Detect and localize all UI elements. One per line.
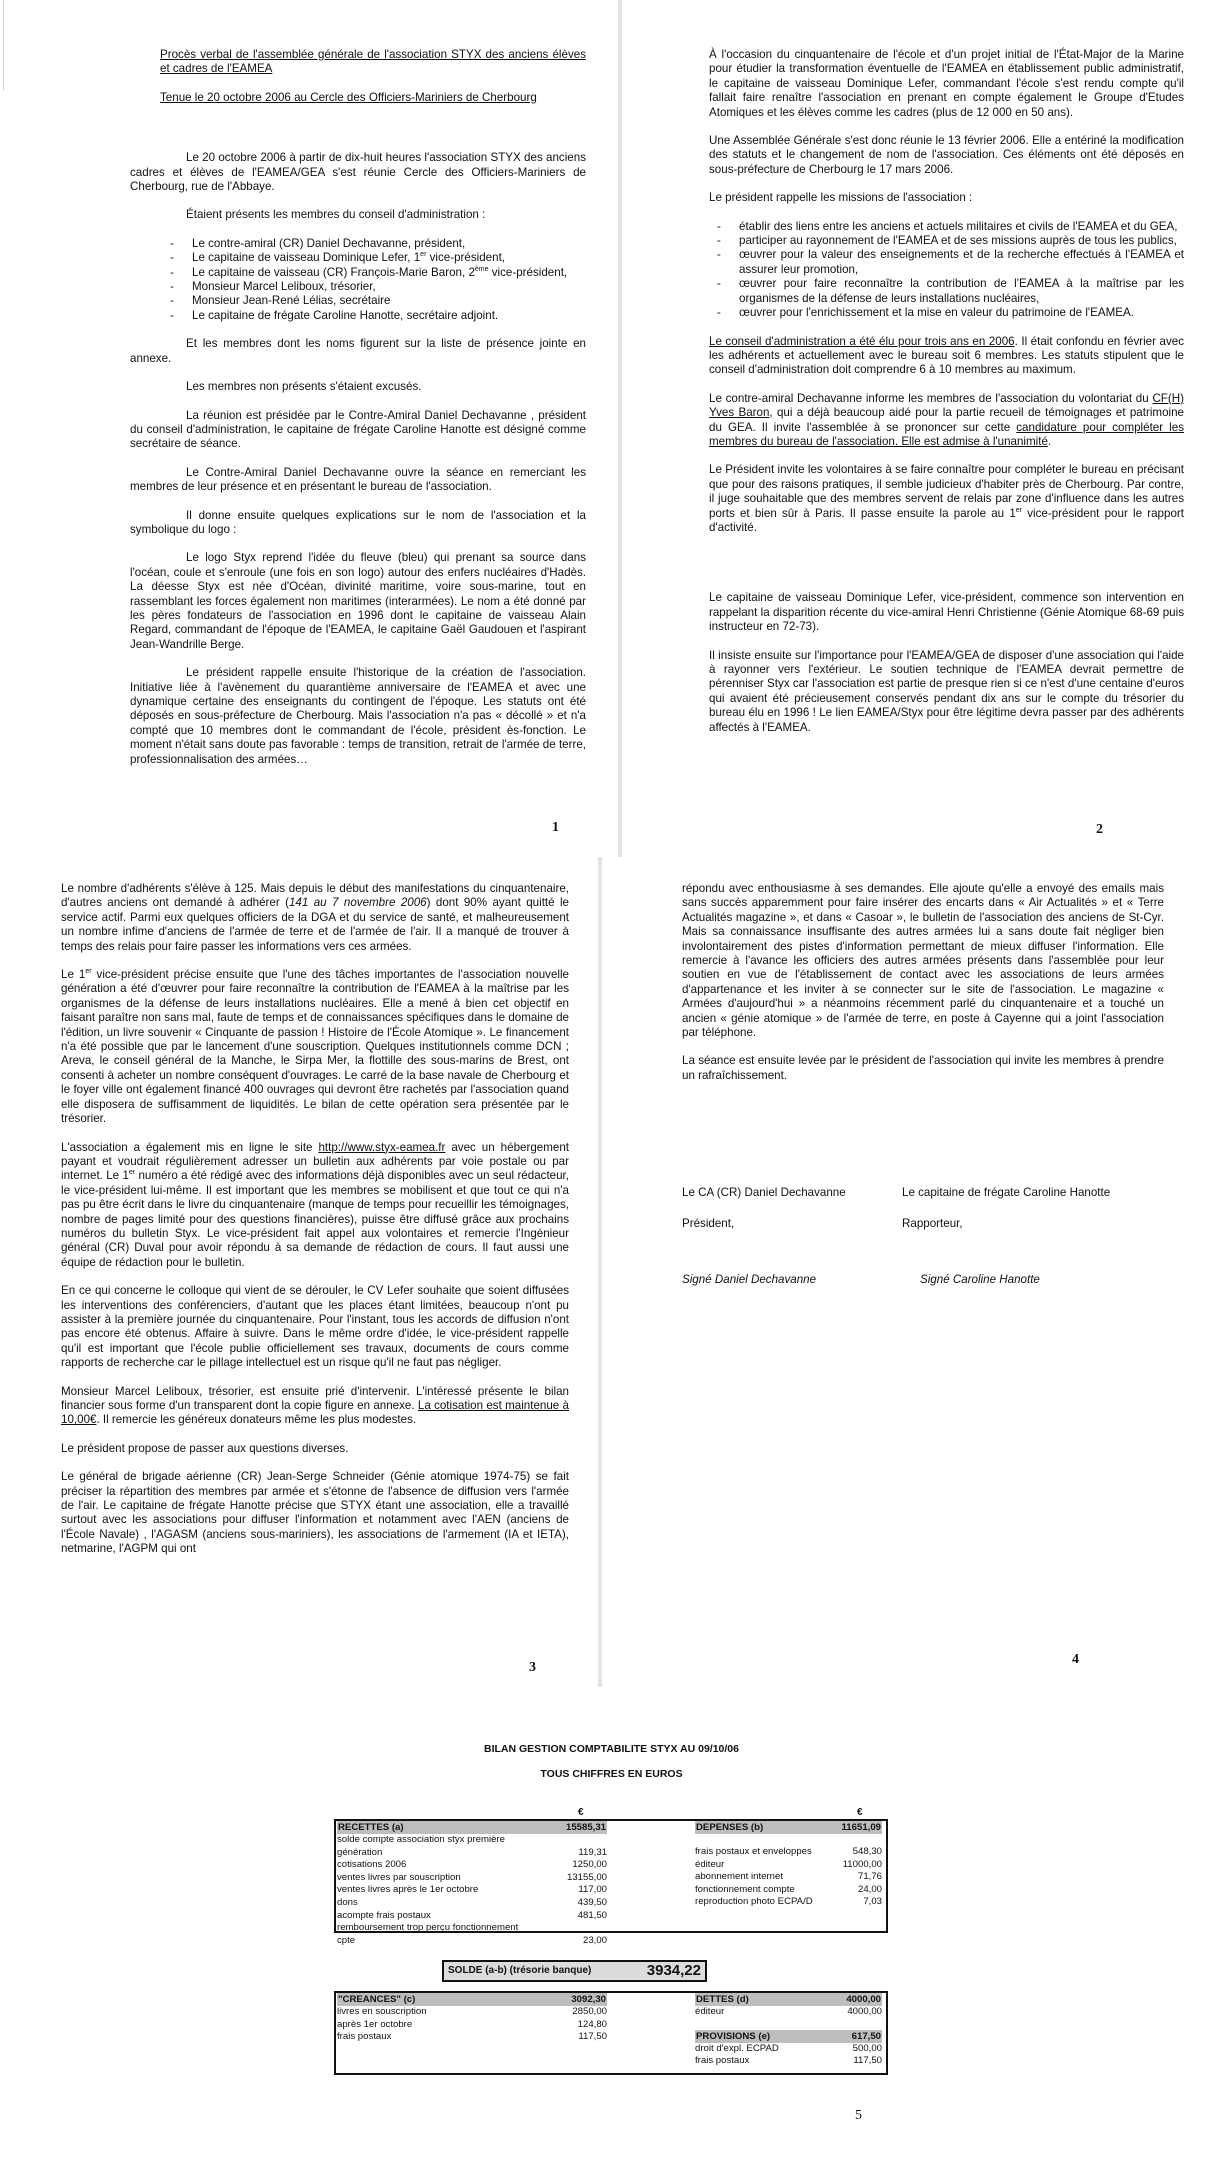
paragraph: Il donne ensuite quelques explications sur le nom de l'association et la symbolique du logo : bbox=[130, 508, 586, 536]
table-row bbox=[337, 1935, 607, 1948]
underlined-text: CF(H) Yves Baron bbox=[709, 391, 1184, 420]
paragraph: Une Assemblée Générale s'est donc réunie le 13 février 2006. Elle a entériné la modification des statuts et le changement de nom de l'association. Ces éléments ont été déposés en sous-préfecture de Cherbourg le 17 mars 2006. bbox=[709, 134, 1184, 176]
list-item: - œuvrer pour l'enrichissement et la mise en valeur du patrimoine de l'EAMEA. bbox=[717, 306, 1184, 320]
page-number: 5 bbox=[855, 2108, 862, 2123]
row-label: éditeur bbox=[695, 1858, 725, 1870]
row-value: 71,76 bbox=[857, 1871, 882, 1883]
list-item: - Monsieur Jean-René Lélias, secrétaire bbox=[170, 294, 586, 308]
header-total: 15585,31 bbox=[565, 1822, 606, 1833]
text: Le contre-amiral Dechavanne informe les membres de l'association du volontariat du bbox=[709, 391, 1153, 405]
row-label: génération bbox=[337, 1846, 383, 1858]
list-item: - participer au rayonnement de l'EAMEA et de ses missions auprès de tous les publics, bbox=[717, 234, 1184, 248]
row-value: 1250,00 bbox=[572, 1859, 607, 1871]
dettes-rows bbox=[695, 2006, 882, 2019]
header-total: 11651,09 bbox=[841, 1822, 881, 1833]
text: Monsieur Marcel Leliboux, trésorier, est ensuite prié d'intervenir. L'intéressé présente le bilan financier sous forme d'un transparent dont la copie figure en annexe. bbox=[61, 1384, 569, 1412]
paragraph bbox=[61, 1385, 569, 1428]
text: avec un hébergement payant et voudrait régulièrement adresser un bulletin aux adhérents par voie postale ou par internet. Le 1 bbox=[61, 1140, 569, 1183]
page-3 bbox=[61, 882, 569, 1571]
header-total: 617,50 bbox=[851, 2030, 881, 2042]
list-item: - Monsieur Marcel Leliboux, trésorier, bbox=[170, 280, 586, 294]
provisions-rows bbox=[695, 2043, 882, 2068]
row-label: fonctionnement compte bbox=[695, 1883, 795, 1895]
list-item: - établir des liens entre les anciens et actuels militaires et civils de l'EAMEA et du GEA, bbox=[717, 220, 1184, 234]
row-label: frais postaux et enveloppes bbox=[695, 1846, 812, 1857]
signature-left-name: Le CA (CR) Daniel Dechavanne bbox=[682, 1186, 846, 1199]
row-label: solde compte association styx première bbox=[337, 1834, 505, 1845]
row-value: 117,00 bbox=[578, 1884, 607, 1896]
row-value: 117,50 bbox=[578, 2031, 607, 2043]
superscript: er bbox=[85, 968, 92, 976]
creances-header bbox=[337, 1993, 607, 2006]
table-row bbox=[337, 2031, 607, 2044]
text: . bbox=[1047, 434, 1052, 448]
paragraph bbox=[709, 335, 1184, 378]
row-value: 24,00 bbox=[857, 1883, 882, 1895]
text: vice-président pour le rapport d'activité. bbox=[709, 506, 1184, 534]
bilan-title: BILAN GESTION COMPTABILITE STYX AU 09/10/06 bbox=[484, 1743, 739, 1755]
paragraph: Étaient présents les membres du conseil d'administration : bbox=[186, 208, 486, 222]
table-row bbox=[337, 1897, 607, 1910]
text: Le nombre d'adhérents s'élève à 125. Mais depuis le début des manifestations du cinquantenaire, d'autres anciens ont demandé à adhérer ( bbox=[61, 882, 569, 910]
table-row bbox=[695, 1884, 882, 1897]
members-list bbox=[130, 237, 586, 323]
text: Le 1 bbox=[61, 968, 86, 982]
table-row bbox=[337, 2006, 607, 2019]
row-value: 117,50 bbox=[853, 2055, 882, 2067]
page-edge bbox=[3, 0, 4, 90]
table-row bbox=[337, 1922, 607, 1935]
row-label: abonnement internet bbox=[695, 1871, 784, 1883]
dettes-header bbox=[695, 1993, 882, 2006]
row-label: reproduction photo ECPA/D bbox=[695, 1896, 813, 1908]
row-label: cpte bbox=[337, 1934, 356, 1946]
list-item: - Le contre-amiral (CR) Daniel Dechavanne, président, bbox=[170, 237, 586, 251]
text: vice-président précise ensuite que l'une des tâches importantes de l'association nouvelle génération a été d'œuvrer pour faire reconnaître la contribution de l'EAMEA à la maîtrise par les organismes de la défense de leurs installations nucléaires. Elle a mené à bien cet objectif en faisant paraître non sans mal, faute de temps et de connaissances spécifiques dans le domaine de l'édition, un livre souvenir « Cinquante de passion ! Histoire de l'École Atomique ». Le financement n'a été possible que par le lancement d'une souscription. Quelques institutionnels comme DCN ; Areva, le conseil général de la Manche, le Sirpa Mer, la flottille des sous-marins de Brest, ont consenti à acheter un nombre conséquent d'ouvrages. Le carré de la base navale de Cherbourg et le foyer ville ont également financé 400 ouvrages qui devront être rachetés par l'association quand elle disposera de suffisamment de liquidités. Le bilan de cette opération sera présentée par le trésorier. bbox=[61, 968, 569, 1126]
header-label: RECETTES (a) bbox=[338, 1822, 404, 1833]
recettes-section bbox=[337, 1821, 607, 1947]
row-label: cotisations 2006 bbox=[337, 1859, 407, 1871]
text: L'association a également mis en ligne le site bbox=[61, 1140, 319, 1154]
recettes-rows bbox=[337, 1834, 607, 1947]
text: , qui a déjà beaucoup aidé pour la partie recueil de témoignages et patrimoine du GEA. Il invite l'assemblée à se prononcer sur cette bbox=[709, 406, 1184, 434]
row-value: 11000,00 bbox=[842, 1858, 882, 1870]
text: numéro a été rédigé avec des informations déjà disponibles avec un seul rédacteur, le vice-président lui-même. Il est important que les membres se mobilisent et que tout ce qui n'a pas pu être écrit dans le livre du cinquantenaire (manque de temps pour recueillir les témoignages, nombre de pages limité pour des questions financières), puisse être diffusé grâce aux prochains numéros du bulletin Styx. Le vice-président fait appel aux volontaires et remercie l'Ingénieur général (CR) Duval pour avoir répondu à sa demande de rédaction de cours. Il faut aussi une équipe de rédaction pour le bulletin. bbox=[61, 1169, 569, 1269]
header-total: 3092,30 bbox=[571, 1994, 606, 2005]
header-label: PROVISIONS (e) bbox=[696, 2030, 771, 2042]
row-value: 2850,00 bbox=[572, 2006, 607, 2017]
underlined-text: candidature pour compléter les membres du bureau de l'association. Elle est admise à l'unanimité bbox=[709, 420, 1185, 448]
row-label: dons bbox=[337, 1896, 358, 1908]
page-divider bbox=[618, 0, 622, 857]
row-value: 481,50 bbox=[577, 1909, 607, 1921]
page-4 bbox=[682, 882, 1164, 1097]
row-label: frais postaux bbox=[337, 2031, 392, 2043]
table-row bbox=[695, 1871, 882, 1884]
list-item: - Le capitaine de frégate Caroline Hanotte, secrétaire adjoint. bbox=[170, 309, 586, 323]
missions-list bbox=[709, 220, 1184, 321]
header-label: DEPENSES (b) bbox=[696, 1822, 764, 1833]
underlined-text: Le conseil d'administration a été élu pour trois ans en 2006 bbox=[709, 334, 1015, 348]
underlined-text: La cotisation est maintenue à 10,00€ bbox=[61, 1399, 569, 1427]
text: Le Président invite les volontaires à se faire connaître pour compléter le bureau en précisant que pour des raisons pratiques, il semble judicieux d'habiter près de Cherbourg. Par contre, il juge souhaitable que des membres servent de relais par zone d'influence dans les autres ports et bien sûr à Paris. Il passe ensuite la parole au 1 bbox=[709, 463, 1184, 520]
table-row bbox=[337, 1847, 607, 1860]
row-label: ventes livres par souscription bbox=[337, 1871, 461, 1883]
row-label: acompte frais postaux bbox=[337, 1909, 431, 1921]
depenses-section bbox=[695, 1821, 882, 1909]
paragraph: À l'occasion du cinquantenaire de l'école et d'un projet initial de l'État-Major de la Marine pour étudier la transformation éventuelle de l'EAMEA en établissement public administratif, le capitaine de vaisseau Dominique Lefer, commandant l'école s'est rendu compte qu'il fallait faire renaître l'association en prenant en compte également le Groupe d'Etudes Atomiques et les élèves comme les cadres (plus de 12 000 en 50 ans). bbox=[709, 48, 1184, 119]
bilan-subtitle: TOUS CHIFFRES EN EUROS bbox=[540, 1768, 683, 1780]
solde-box bbox=[442, 1960, 707, 1982]
header-total: 4000,00 bbox=[846, 1994, 881, 2005]
paragraph bbox=[61, 968, 569, 1126]
page-number: 2 bbox=[1096, 822, 1103, 837]
paragraph: Le président propose de passer aux questions diverses. bbox=[61, 1441, 349, 1455]
website-link[interactable]: http://www.styx-eamea.fr bbox=[318, 1140, 446, 1154]
paragraph bbox=[61, 1141, 569, 1271]
paragraph: Il insiste ensuite sur l'importance pour l'EAMEA/GEA de disposer d'une association qui l'aide à rayonner vers l'extérieur. Le soutien technique de l'EAMEA devrait permettre de pérenniser Styx car l'association est partie de presque rien si ce n'est d'une centaine d'euros qui avaient été précieusement conservés pendant dix ans sur le compte du trésorier du bureau élu en 1996 ! Le lien EAMEA/Styx pour être légitime devra passer par des adhérents affectés à l'EAMEA. bbox=[709, 648, 1184, 734]
document-title: Procès verbal de l'assemblée générale de l'association STYX des anciens élèves et cadres de l'EAMEA bbox=[160, 48, 586, 76]
list-item: - œuvrer pour la valeur des enseignements et de la recherche effectués à l'EAMEA et assurer leur promotion, bbox=[717, 248, 1184, 277]
header-label: DETTES (d) bbox=[696, 1994, 749, 2005]
currency-symbol: € bbox=[857, 1807, 863, 1818]
row-value: 439,50 bbox=[577, 1896, 607, 1908]
paragraph: répondu avec enthousiasme à ses demandes. Elle ajoute qu'elle a envoyé des emails mais sans succès apparemment pour faire insérer des encarts dans « Air Actualités » et « Terre Actualités magazine », et dans « Casoar », le bulletin de l'association des anciens de St-Cyr. Mais sa connaissance insuffisante des autres armées lui a sans doute fait négliger bien involontairement des pistes d'information permettant de mieux diffuser l'information. Elle remercie à l'avance les officiers des autres armées présents dans l'assemblée pour leur soutien en vue de l'établissement de contact avec les associations de leurs armées d'appartenance et les inviter à se connecter sur le site de l'association. Le magazine « Armées d'aujourd'hui » a néanmoins récemment parlé du cinquantenaire et a touché un ancien « génie atomique » de l'armée de terre, en poste à Cayenne qui a joint l'association par téléphone. bbox=[682, 882, 1164, 1040]
text: . Il était confondu en février avec les adhérents et actuellement avec le bureau soit 6 membres. Les statuts stipulent que le conseil d'administration doit comprendre 6 à 10 membres au maximum. bbox=[709, 334, 1184, 377]
table-row bbox=[695, 1896, 882, 1909]
superscript: er bbox=[128, 1169, 136, 1177]
table-row bbox=[695, 1859, 882, 1872]
row-label: après 1er octobre bbox=[337, 2018, 413, 2030]
page-number: 3 bbox=[529, 1660, 536, 1675]
paragraph: Le capitaine de vaisseau Dominique Lefer, vice-président, commence son intervention en rappelant la disparition récente du vice-amiral Henri Christienne (Génie Atomique 68-69 puis instructeur en 72-73). bbox=[709, 591, 1184, 634]
text: ) dont 90% ayant quitté le service actif. Parmi eux quelques officiers de la DGA et du service de santé, et malheureusement un nombre infime d'anciens de l'armée de terre et de l'armée de l'air. Il a manqué de trouver à temps des relais pour faire passer les informations vers ces armées. bbox=[61, 896, 570, 953]
row-label: ventes livres après le 1er octobre bbox=[337, 1884, 479, 1896]
table-row bbox=[337, 1884, 607, 1897]
paragraph: Le logo Styx reprend l'idée du fleuve (bleu) qui prenant sa source dans l'océan, coule et s'enroule (une fois en son logo) autour des enfers nucléaires d'Hadès. La déesse Styx est née d'Océan, divinité maritime, voire sous-marine, tout en rassemblant les forces également non maritimes (interarmées). Le nom a été donné par les pères fondateurs de l'association en 1996 dont le capitaine de vaisseau Alain Regard, commandant de l'époque de l'EAMEA, le capitaine Gaël Gaudouen et l'aspirant Jean-Wandrille Berge. bbox=[130, 551, 586, 651]
list-item: - œuvrer pour faire reconnaître la contribution de l'EAMEA à la maîtrise par les organismes de la défense de leurs installations nucléaires, bbox=[717, 277, 1184, 306]
provisions-header bbox=[695, 2030, 882, 2043]
row-value: 500,00 bbox=[852, 2042, 882, 2054]
row-label: éditeur bbox=[695, 2006, 725, 2017]
row-label: droit d'expl. ECPAD bbox=[695, 2042, 779, 2054]
row-label: remboursement trop perçu fonctionnement bbox=[337, 1922, 519, 1934]
signature-right-name: Le capitaine de frégate Caroline Hanotte bbox=[902, 1186, 1111, 1199]
row-value: 548,30 bbox=[852, 1846, 882, 1857]
paragraph bbox=[61, 882, 569, 954]
currency-symbol: € bbox=[578, 1807, 584, 1818]
row-value: 23,00 bbox=[582, 1934, 607, 1946]
signature-right-signed: Signé Caroline Hanotte bbox=[920, 1273, 1040, 1286]
document-subtitle: Tenue le 20 octobre 2006 au Cercle des Officiers-Mariniers de Cherbourg bbox=[160, 90, 537, 104]
row-value: 13155,00 bbox=[566, 1871, 607, 1883]
row-label: livres en souscription bbox=[337, 2006, 427, 2017]
table-row bbox=[337, 1872, 607, 1885]
paragraph bbox=[709, 392, 1184, 450]
table-row bbox=[695, 1846, 882, 1859]
signature-right-role: Rapporteur, bbox=[902, 1217, 963, 1230]
paragraph: La séance est ensuite levée par le président de l'association qui invite les membres à prendre un rafraîchissement. bbox=[682, 1054, 1164, 1082]
table-row bbox=[695, 2055, 882, 2068]
page-divider bbox=[598, 857, 602, 1687]
paragraph: Le Contre-Amiral Daniel Dechavanne ouvre la séance en remerciant les membres de leur présence et en présentant le bureau de l'association. bbox=[130, 465, 586, 494]
table-row bbox=[337, 1910, 607, 1923]
page-2 bbox=[709, 48, 1184, 749]
row-value: 119,31 bbox=[578, 1846, 607, 1858]
text: . Il remercie les généreux donateurs même les plus modestes. bbox=[96, 1413, 417, 1427]
row-value: 7,03 bbox=[863, 1896, 882, 1908]
paragraph bbox=[709, 463, 1184, 535]
table-row bbox=[695, 2006, 882, 2019]
recettes-header bbox=[337, 1821, 607, 1834]
list-item: - Le capitaine de vaisseau (CR) François-Marie Baron, 2ème vice-président, bbox=[170, 266, 586, 280]
row-value: 124,80 bbox=[577, 2018, 607, 2030]
page-number: 4 bbox=[1072, 1652, 1079, 1667]
signature-left-signed: Signé Daniel Dechavanne bbox=[682, 1273, 817, 1286]
page-1 bbox=[130, 48, 586, 781]
page-number: 1 bbox=[552, 820, 559, 835]
header-label: "CREANCES" (c) bbox=[338, 1994, 416, 2005]
table-row bbox=[695, 2043, 882, 2056]
signature-left-role: Président, bbox=[682, 1217, 735, 1230]
paragraph: Le président rappelle ensuite l'historique de la création de l'association. Initiative liée à l'avènement du quarantième anniversaire de l'EAMEA et avec une dynamique certaine des enseignants du contingent de l'époque. Les statuts ont été déposés en sous-préfecture de Cherbourg. Mais l'association n'a pas « décollé » et n'a compté que 10 membres dont le commandant de l'école, président ès-fonction. Le moment n'était sans doute pas favorable : temps de transition, retrait de l'armée de terre, professionnalisation des armées… bbox=[130, 666, 586, 766]
superscript: er bbox=[1015, 506, 1023, 514]
creances-section bbox=[337, 1993, 607, 2044]
table-row bbox=[337, 1859, 607, 1872]
paragraph: Et les membres dont les noms figurent sur la liste de présence jointe en annexe. bbox=[130, 337, 586, 365]
row-label: frais postaux bbox=[695, 2055, 750, 2067]
list-item: - Le capitaine de vaisseau Dominique Lefer, 1er vice-président, bbox=[170, 251, 586, 265]
depenses-rows bbox=[695, 1846, 882, 1909]
table-row bbox=[337, 1834, 607, 1847]
paragraph: La réunion est présidée par le Contre-Amiral Daniel Dechavanne , président du conseil d'administration, le capitaine de frégate Caroline Hanotte est désigné comme secrétaire de séance. bbox=[130, 408, 586, 451]
table-row bbox=[337, 2019, 607, 2032]
italic-text: 141 au 7 novembre 2006 bbox=[288, 896, 427, 910]
creances-rows bbox=[337, 2006, 607, 2044]
paragraph: Le général de brigade aérienne (CR) Jean-Serge Schneider (Génie atomique 1974-75) se fait préciser la répartition des membres par armée et s'étonne de l'absence de diffusion vers l'armée de l'air. Le capitaine de frégate Hanotte précise que STYX étant une association, elle a travaillé surtout avec les associations pour diffuser l'information et notamment avec l'AEN (anciens de l'École Navale) , l'AGASM (anciens sous-mariniers), les associations de l'armement (IA et IETA), netmarine, l'AGPM qui ont bbox=[61, 1470, 569, 1556]
depenses-header bbox=[695, 1821, 882, 1834]
paragraph: En ce qui concerne le colloque qui vient de se dérouler, le CV Lefer souhaite que soient diffusées les interventions des conférenciers, d'autant que les places étant limitées, beaucoup n'ont pu assister à la première journée du cinquantenaire. Pour l'instant, tous les accords de diffusion n'ont pas encore été obtenus. Affaire à suivre. Dans le même ordre d'idée, le vice-président rappelle qu'il est important que l'école publie officiellement ses travaux, documents de cours comme rapports de recherche car le pillage intellectuel est un risque qu'il ne faut pas négliger. bbox=[61, 1284, 569, 1370]
paragraph: Le président rappelle les missions de l'association : bbox=[709, 191, 973, 205]
paragraph: Le 20 octobre 2006 à partir de dix-huit heures l'association STYX des anciens cadres et élèves de l'EAMEA/GEA s'est réunie Cercle des Officiers-Mariniers de Cherbourg, rue de l'Abbaye. bbox=[130, 151, 586, 194]
dettes-section bbox=[695, 1993, 882, 2068]
row-value: 4000,00 bbox=[847, 2006, 882, 2017]
solde-label: SOLDE (a-b) (trésorie banque) bbox=[448, 1964, 592, 1976]
paragraph: Les membres non présents s'étaient excusés. bbox=[186, 380, 422, 394]
solde-value: 3934,22 bbox=[646, 1961, 701, 1979]
